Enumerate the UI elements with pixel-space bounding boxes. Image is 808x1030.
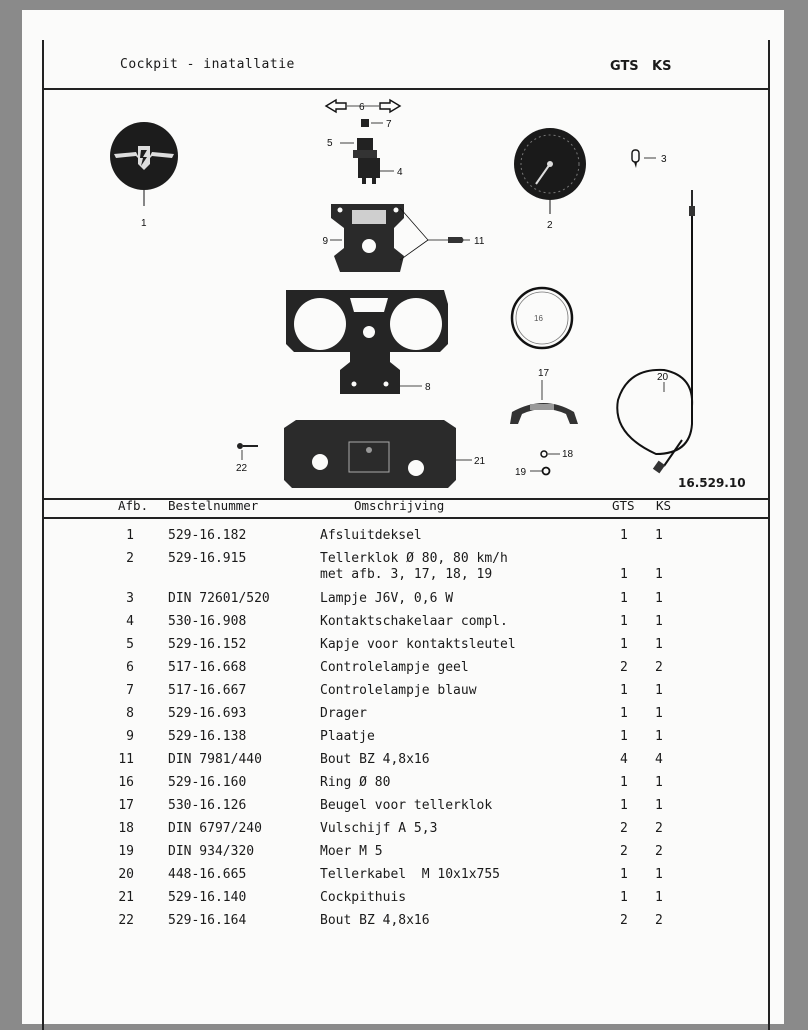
cell-ks: 2 bbox=[655, 844, 663, 859]
cell-bestelnummer: 529-16.160 bbox=[168, 775, 247, 790]
cell-bestelnummer: DIN 72601/520 bbox=[168, 591, 270, 606]
cell-gts: 1 bbox=[620, 591, 628, 606]
cell-afb: 2 bbox=[126, 551, 134, 566]
cell-ks: 1 bbox=[655, 614, 663, 629]
callout-8: 8 bbox=[425, 382, 431, 393]
column-header-ks: KS bbox=[656, 498, 672, 513]
callout-22: 22 bbox=[236, 463, 248, 474]
cell-omschrijving: Controlelampje geel bbox=[320, 660, 469, 675]
cell-ks: 1 bbox=[655, 637, 663, 652]
callout-21: 21 bbox=[474, 456, 486, 467]
cell-bestelnummer: DIN 7981/440 bbox=[168, 752, 262, 767]
cell-ks: 1 bbox=[655, 867, 663, 882]
cell-gts: 1 bbox=[620, 867, 628, 882]
parts-diagram-svg bbox=[44, 94, 766, 498]
callout-11: 11 bbox=[474, 236, 485, 247]
cell-afb: 20 bbox=[118, 867, 134, 882]
cell-afb: 11 bbox=[118, 752, 134, 767]
cell-gts: 1 bbox=[620, 683, 628, 698]
plate-part-9 bbox=[331, 204, 404, 272]
cell-ks: 2 bbox=[655, 913, 663, 928]
callout-16: 16 bbox=[534, 314, 543, 323]
callout-18: 18 bbox=[562, 449, 574, 460]
column-header-gts: GTS bbox=[612, 498, 635, 513]
screw-part-22 bbox=[237, 443, 258, 449]
carrier-part-8 bbox=[286, 290, 448, 394]
cell-bestelnummer: DIN 934/320 bbox=[168, 844, 255, 859]
callout-20: 20 bbox=[657, 372, 669, 383]
cell-gts: 2 bbox=[620, 913, 628, 928]
cell-ks: 2 bbox=[655, 821, 663, 836]
cell-omschrijving: Beugel voor tellerklok bbox=[320, 798, 493, 813]
cell-gts: 1 bbox=[620, 614, 628, 629]
cell-bestelnummer: 530-16.126 bbox=[168, 798, 247, 813]
cell-omschrijving: Cockpithuis bbox=[320, 890, 407, 905]
cell-gts: 1 bbox=[620, 890, 628, 905]
header-ks-label: KS bbox=[652, 59, 672, 74]
cell-omschrijving: Tellerklok Ø 80, 80 km/h met afb. 3, 17, 18, 19 bbox=[320, 551, 508, 582]
cell-gts: 1 bbox=[620, 567, 628, 582]
header-gts-label: GTS bbox=[610, 59, 639, 74]
cell-afb: 22 bbox=[118, 913, 134, 928]
screw-part-11 bbox=[448, 237, 464, 243]
cell-afb: 1 bbox=[126, 528, 134, 543]
cell-bestelnummer: 448-16.665 bbox=[168, 867, 247, 882]
cell-bestelnummer: DIN 6797/240 bbox=[168, 821, 262, 836]
lamp-blue-part-7 bbox=[361, 119, 369, 127]
cell-omschrijving: Controlelampje blauw bbox=[320, 683, 477, 698]
cell-afb: 8 bbox=[126, 706, 134, 721]
cell-bestelnummer: 529-16.182 bbox=[168, 528, 247, 543]
document-page bbox=[22, 10, 784, 1024]
cell-omschrijving: Vulschijf A 5,3 bbox=[320, 821, 438, 836]
cell-bestelnummer: 517-16.668 bbox=[168, 660, 247, 675]
cell-ks: 1 bbox=[655, 706, 663, 721]
cover-cap-part-1 bbox=[110, 122, 178, 206]
callout-17: 17 bbox=[538, 368, 550, 379]
cell-bestelnummer: 529-16.140 bbox=[168, 890, 247, 905]
speedo-cable-part-20 bbox=[617, 190, 695, 473]
cell-gts: 1 bbox=[620, 528, 628, 543]
cell-ks: 1 bbox=[655, 567, 663, 582]
cell-afb: 9 bbox=[126, 729, 134, 744]
cell-bestelnummer: 529-16.693 bbox=[168, 706, 247, 721]
cell-ks: 1 bbox=[655, 798, 663, 813]
cell-afb: 21 bbox=[118, 890, 134, 905]
bulb-part-3 bbox=[632, 150, 656, 168]
nut-part-19 bbox=[530, 468, 550, 475]
cell-gts: 2 bbox=[620, 660, 628, 675]
exploded-parts-drawing bbox=[44, 94, 766, 498]
table-header-rule bbox=[42, 517, 768, 519]
cell-bestelnummer: 530-16.908 bbox=[168, 614, 247, 629]
callout-5: 5 bbox=[327, 138, 333, 149]
cell-ks: 1 bbox=[655, 528, 663, 543]
cell-omschrijving: Moer M 5 bbox=[320, 844, 383, 859]
cell-afb: 7 bbox=[126, 683, 134, 698]
cell-omschrijving: Afsluitdeksel bbox=[320, 528, 422, 543]
callout-3: 3 bbox=[661, 154, 667, 165]
cell-afb: 16 bbox=[118, 775, 134, 790]
cell-ks: 1 bbox=[655, 683, 663, 698]
cell-omschrijving: Bout BZ 4,8x16 bbox=[320, 752, 430, 767]
cell-afb: 6 bbox=[126, 660, 134, 675]
cell-omschrijving: Plaatje bbox=[320, 729, 375, 744]
cell-gts: 1 bbox=[620, 706, 628, 721]
callout-4: 4 bbox=[397, 167, 403, 178]
speedometer-part-2 bbox=[514, 128, 586, 214]
cell-gts: 2 bbox=[620, 844, 628, 859]
cell-omschrijving: Drager bbox=[320, 706, 367, 721]
cell-ks: 2 bbox=[655, 660, 663, 675]
cell-bestelnummer: 529-16.915 bbox=[168, 551, 247, 566]
cell-omschrijving: Ring Ø 80 bbox=[320, 775, 391, 790]
cell-gts: 1 bbox=[620, 729, 628, 744]
cell-ks: 1 bbox=[655, 729, 663, 744]
column-header-afb: Afb. bbox=[118, 498, 149, 513]
cell-gts: 4 bbox=[620, 752, 628, 767]
cockpit-housing-part-21 bbox=[284, 420, 456, 488]
cell-bestelnummer: 529-16.138 bbox=[168, 729, 247, 744]
bracket-part-17 bbox=[510, 380, 578, 424]
cell-afb: 3 bbox=[126, 591, 134, 606]
cell-omschrijving: Lampje J6V, 0,6 W bbox=[320, 591, 454, 606]
header-rule bbox=[42, 88, 768, 90]
washer-part-18 bbox=[541, 451, 560, 457]
cell-gts: 2 bbox=[620, 821, 628, 836]
cell-omschrijving: Bout BZ 4,8x16 bbox=[320, 913, 430, 928]
callout-7: 7 bbox=[386, 119, 392, 130]
callout-2: 2 bbox=[547, 220, 553, 231]
cell-omschrijving: Kontaktschakelaar compl. bbox=[320, 614, 508, 629]
cell-afb: 4 bbox=[126, 614, 134, 629]
ignition-switch-part-4 bbox=[353, 138, 380, 184]
cell-afb: 18 bbox=[118, 821, 134, 836]
drawing-part-number: 16.529.10 bbox=[678, 476, 746, 490]
cell-ks: 4 bbox=[655, 752, 663, 767]
cell-afb: 19 bbox=[118, 844, 134, 859]
callout-6: 6 bbox=[359, 102, 365, 113]
cell-ks: 1 bbox=[655, 591, 663, 606]
cell-bestelnummer: 529-16.164 bbox=[168, 913, 247, 928]
callout-1: 1 bbox=[141, 218, 147, 229]
cell-bestelnummer: 517-16.667 bbox=[168, 683, 247, 698]
cell-afb: 5 bbox=[126, 637, 134, 652]
cell-omschrijving: Tellerkabel M 10x1x755 bbox=[320, 867, 501, 882]
cell-gts: 1 bbox=[620, 637, 628, 652]
cell-ks: 1 bbox=[655, 775, 663, 790]
cell-ks: 1 bbox=[655, 890, 663, 905]
column-header-bestelnummer: Bestelnummer bbox=[168, 498, 259, 513]
column-header-omschrijving: Omschrijving bbox=[354, 498, 445, 513]
callout-9: 9 bbox=[322, 236, 328, 247]
cell-gts: 1 bbox=[620, 775, 628, 790]
page-title: Cockpit - inatallatie bbox=[120, 57, 295, 72]
cell-omschrijving: Kapje voor kontaktsleutel bbox=[320, 637, 516, 652]
cell-gts: 1 bbox=[620, 798, 628, 813]
callout-19: 19 bbox=[515, 467, 527, 478]
cell-afb: 17 bbox=[118, 798, 134, 813]
cell-bestelnummer: 529-16.152 bbox=[168, 637, 247, 652]
